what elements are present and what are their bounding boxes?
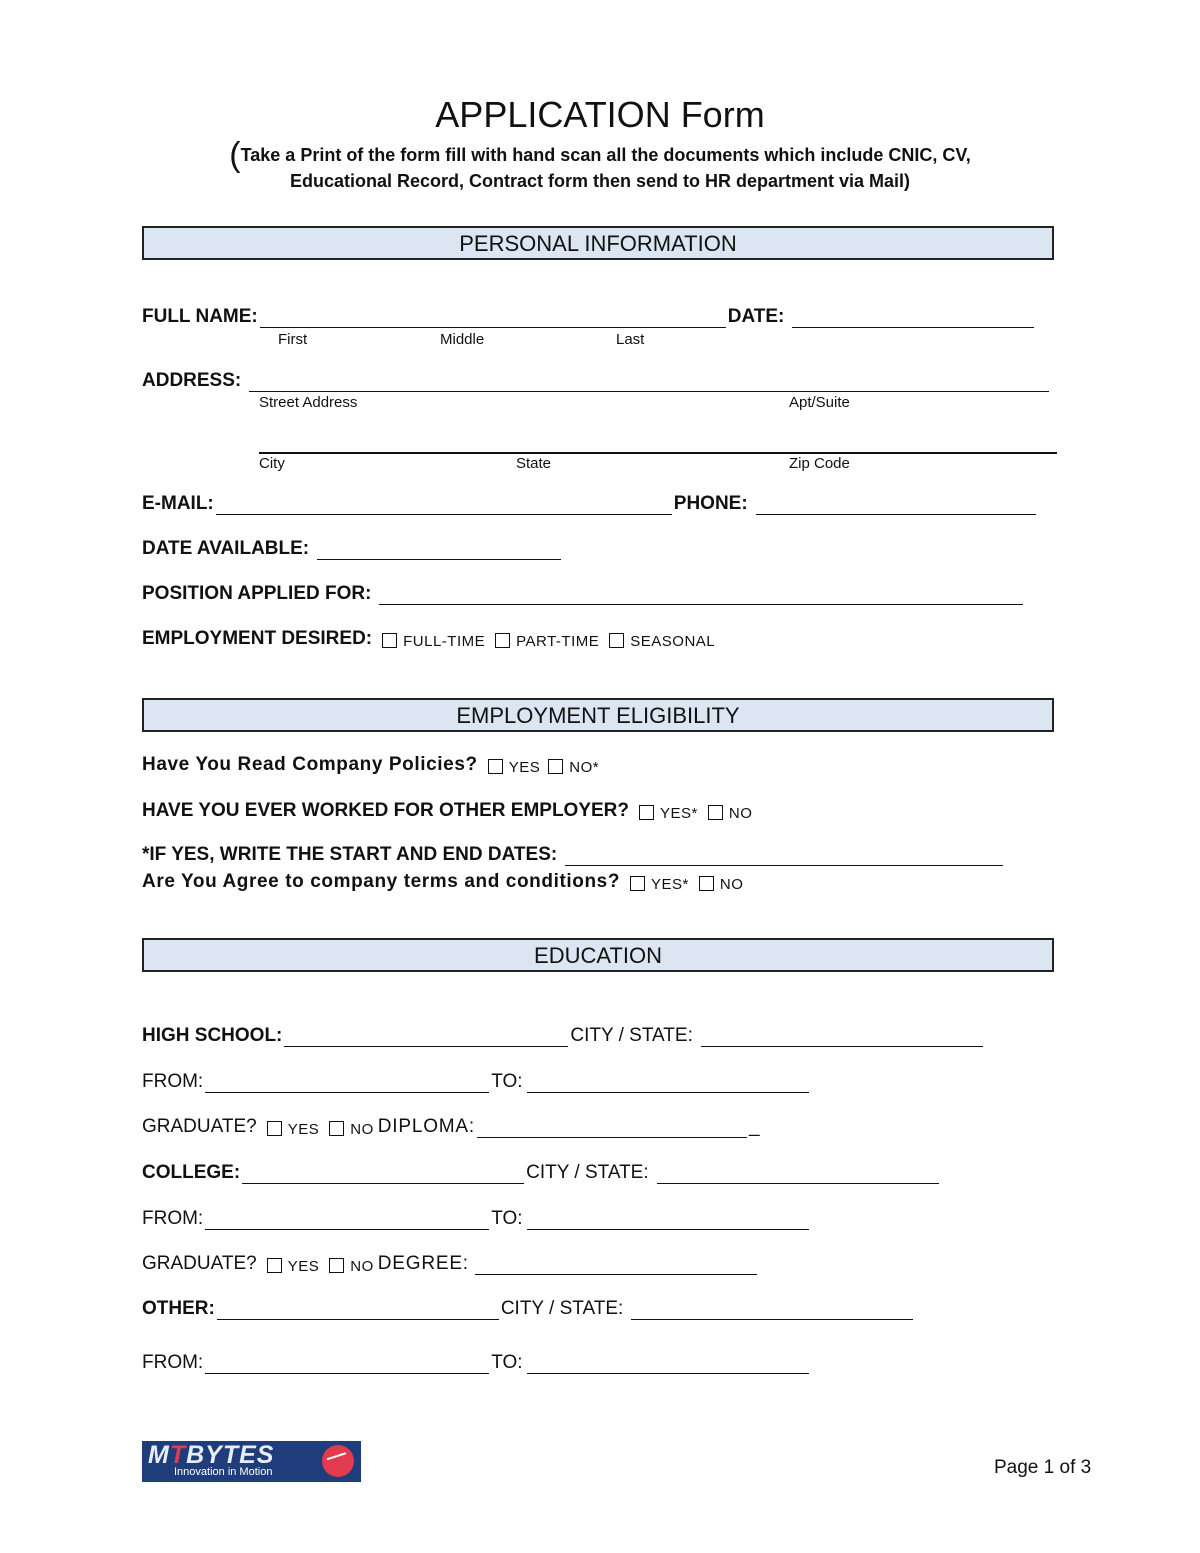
high-school-from-label: FROM: (142, 1071, 204, 1092)
last-hint: Last (616, 331, 645, 348)
phone-field[interactable] (756, 496, 1036, 515)
apt-suite-hint: Apt/Suite (789, 394, 850, 411)
high-school-graduate-row (142, 1116, 760, 1138)
other-to-label: TO: (491, 1352, 523, 1373)
worked-before-question: HAVE YOU EVER WORKED FOR OTHER EMPLOYER? (142, 800, 630, 821)
phone-label: PHONE: (673, 493, 748, 514)
diploma-tail: _ (748, 1116, 760, 1137)
terms-no-label: NO (719, 876, 744, 893)
high-school-label: HIGH SCHOOL: (142, 1025, 283, 1046)
high-school-to-field[interactable] (527, 1074, 809, 1093)
worked-before-yes-label: YES* (660, 805, 698, 822)
policies-no-label: NO* (569, 759, 600, 776)
email-phone-row (142, 493, 1038, 515)
section-personal-information: PERSONAL INFORMATION (142, 226, 1054, 260)
high-school-city-state-field[interactable] (701, 1028, 983, 1047)
college-dates-row (142, 1208, 811, 1230)
instructions-line-1: Take a Print of the form fill with hand scan all the documents which include CNIC, CV, (240, 145, 971, 165)
high-school-yes-checkbox[interactable] (267, 1121, 282, 1136)
date-label: DATE: (727, 306, 785, 327)
logo-bytes: BYTES (186, 1441, 275, 1469)
degree-label: DEGREE: (377, 1253, 469, 1274)
college-graduate-label: GRADUATE? (142, 1253, 257, 1274)
employment-desired-row (142, 628, 715, 650)
high-school-row (142, 1025, 985, 1047)
diploma-label: DIPLOMA: (377, 1116, 475, 1137)
policies-no-checkbox[interactable] (548, 759, 563, 774)
high-school-city-state-label: CITY / STATE: (570, 1025, 693, 1046)
city-hint: City (259, 455, 285, 472)
full-time-checkbox[interactable] (382, 633, 397, 648)
email-field[interactable] (216, 496, 672, 515)
start-end-dates-row (142, 844, 1005, 866)
worked-before-row (142, 800, 752, 822)
seasonal-label: SEASONAL (630, 633, 716, 650)
seasonal-checkbox[interactable] (609, 633, 624, 648)
terms-yes-checkbox[interactable] (630, 876, 645, 891)
form-title: APPLICATION Form (435, 94, 765, 135)
date-available-label: DATE AVAILABLE: (142, 538, 310, 559)
high-school-from-field[interactable] (205, 1074, 489, 1093)
college-city-state-field[interactable] (657, 1165, 939, 1184)
street-address-hint: Street Address (259, 394, 358, 411)
employment-desired-label: EMPLOYMENT DESIRED: (142, 628, 373, 649)
diploma-field[interactable] (477, 1119, 747, 1138)
college-yes-label: YES (287, 1258, 320, 1275)
policies-question: Have You Read Company Policies? (142, 754, 478, 775)
start-end-dates-label: *IF YES, WRITE THE START AND END DATES: (142, 844, 558, 865)
street-address-field[interactable] (249, 373, 1049, 392)
company-logo (142, 1441, 361, 1482)
terms-row (142, 871, 743, 893)
degree-field[interactable] (475, 1256, 757, 1275)
date-field[interactable] (792, 309, 1034, 328)
logo-letter-t: T (169, 1441, 187, 1469)
high-school-graduate-label: GRADUATE? (142, 1116, 257, 1137)
logo-emblem-icon (322, 1445, 354, 1477)
date-available-field[interactable] (317, 541, 561, 560)
other-to-field[interactable] (527, 1355, 809, 1374)
college-field[interactable] (242, 1165, 524, 1184)
other-city-state-label: CITY / STATE: (500, 1298, 624, 1319)
first-hint: First (278, 331, 308, 348)
college-no-checkbox[interactable] (329, 1258, 344, 1273)
policies-row (142, 754, 599, 776)
start-end-dates-field[interactable] (565, 847, 1003, 866)
other-city-state-field[interactable] (631, 1301, 913, 1320)
college-to-label: TO: (491, 1208, 523, 1229)
worked-before-yes-checkbox[interactable] (639, 805, 654, 820)
college-from-label: FROM: (142, 1208, 204, 1229)
state-hint: State (516, 455, 552, 472)
terms-question: Are You Agree to company terms and conditions? (142, 871, 621, 892)
policies-yes-checkbox[interactable] (488, 759, 503, 774)
full-name-label: FULL NAME: (142, 306, 258, 327)
form-instructions (180, 136, 1020, 194)
high-school-field[interactable] (284, 1028, 568, 1047)
terms-no-checkbox[interactable] (699, 876, 714, 891)
high-school-no-label: NO (350, 1121, 374, 1138)
page-number: Page 1 of 3 (994, 1457, 1092, 1478)
college-graduate-row (142, 1253, 759, 1275)
full-name-field[interactable] (260, 309, 726, 328)
other-from-field[interactable] (205, 1355, 489, 1374)
terms-yes-label: YES* (651, 876, 689, 893)
high-school-to-label: TO: (491, 1071, 523, 1092)
full-name-row (142, 306, 1036, 328)
date-available-row (142, 538, 563, 560)
part-time-label: PART-TIME (516, 633, 600, 650)
policies-yes-label: YES (508, 759, 541, 776)
logo-letter-m: M (148, 1441, 170, 1469)
college-row (142, 1162, 941, 1184)
worked-before-no-checkbox[interactable] (708, 805, 723, 820)
city-state-zip-field[interactable] (259, 452, 1057, 454)
college-to-field[interactable] (527, 1211, 809, 1230)
position-row (142, 583, 1025, 605)
high-school-no-checkbox[interactable] (329, 1121, 344, 1136)
address-row (142, 370, 1051, 392)
zip-code-hint: Zip Code (789, 455, 850, 472)
section-education: EDUCATION (142, 938, 1054, 972)
position-label: POSITION APPLIED FOR: (142, 583, 372, 604)
other-field[interactable] (217, 1301, 499, 1320)
position-field[interactable] (379, 586, 1023, 605)
other-from-label: FROM: (142, 1352, 204, 1373)
address-label: ADDRESS: (142, 370, 242, 391)
full-time-label: FULL-TIME (403, 633, 486, 650)
other-row (142, 1298, 915, 1320)
college-no-label: NO (350, 1258, 374, 1275)
logo-tagline: Innovation in Motion (174, 1466, 273, 1478)
worked-before-no-label: NO (728, 805, 753, 822)
open-paren: ( (229, 136, 241, 174)
middle-hint: Middle (440, 331, 485, 348)
email-label: E-MAIL: (142, 493, 214, 514)
high-school-dates-row (142, 1071, 811, 1093)
logo-wing-icon (327, 1452, 350, 1470)
high-school-yes-label: YES (287, 1121, 320, 1138)
other-dates-row (142, 1352, 811, 1374)
other-label: OTHER: (142, 1298, 215, 1319)
college-label: COLLEGE: (142, 1162, 241, 1183)
college-from-field[interactable] (205, 1211, 489, 1230)
section-employment-eligibility: EMPLOYMENT ELIGIBILITY (142, 698, 1054, 732)
part-time-checkbox[interactable] (495, 633, 510, 648)
instructions-line-2: Educational Record, Contract form then send to HR department via Mail) (289, 171, 911, 191)
college-yes-checkbox[interactable] (267, 1258, 282, 1273)
college-city-state-label: CITY / STATE: (526, 1162, 649, 1183)
